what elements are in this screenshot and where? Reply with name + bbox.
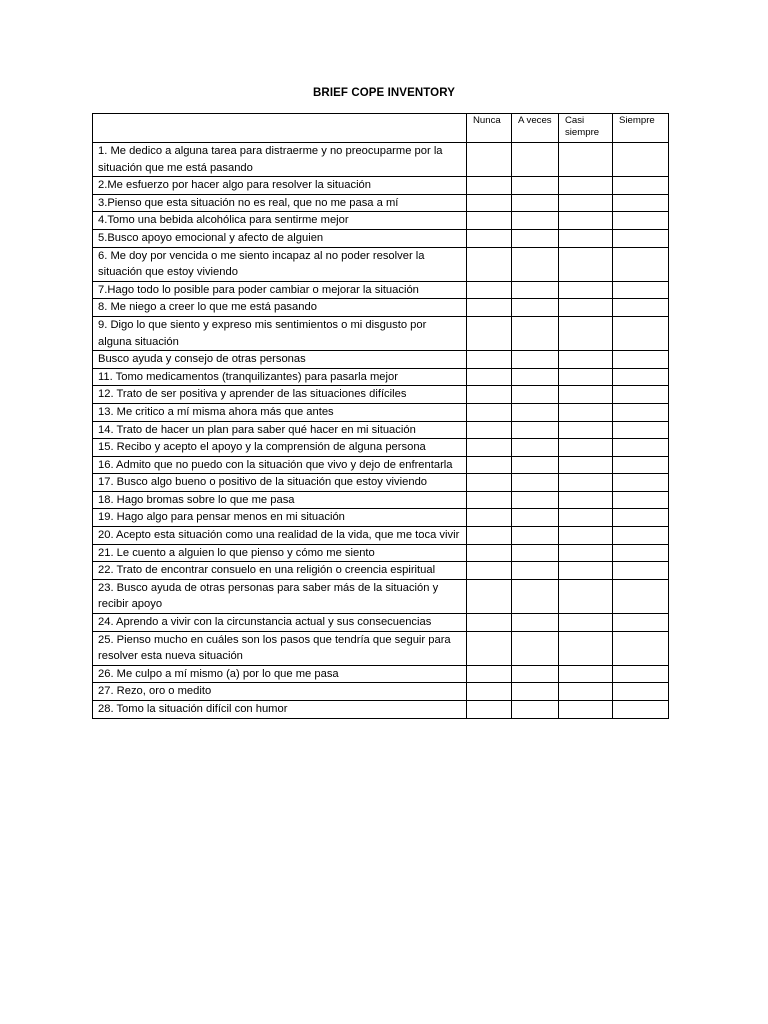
answer-cell-nunca[interactable]	[467, 509, 512, 527]
answer-cell-a-veces[interactable]	[512, 421, 559, 439]
answer-cell-casi-siempre[interactable]	[559, 544, 613, 562]
item-text: 16. Admito que no puedo con la situación que vivo y dejo de enfrentarla	[93, 456, 467, 474]
table-row	[93, 194, 669, 212]
answer-cell-casi-siempre[interactable]	[559, 247, 613, 281]
item-text: 24. Aprendo a vivir con la circunstancia actual y sus consecuencias	[93, 614, 467, 632]
page-title: BRIEF COPE INVENTORY	[313, 87, 455, 99]
answer-cell-siempre[interactable]	[613, 212, 669, 230]
table-row	[93, 316, 669, 350]
column-header-a-veces: A veces	[512, 114, 559, 143]
answer-cell-siempre[interactable]	[613, 194, 669, 212]
table-row	[93, 665, 669, 683]
table-row	[93, 439, 669, 457]
answer-cell-casi-siempre[interactable]	[559, 665, 613, 683]
answer-cell-siempre[interactable]	[613, 509, 669, 527]
table-row	[93, 614, 669, 632]
answer-cell-siempre[interactable]	[613, 247, 669, 281]
answer-cell-nunca[interactable]	[467, 439, 512, 457]
answer-cell-casi-siempre[interactable]	[559, 403, 613, 421]
answer-cell-siempre[interactable]	[613, 631, 669, 665]
answer-cell-casi-siempre[interactable]	[559, 631, 613, 665]
answer-cell-a-veces[interactable]	[512, 316, 559, 350]
item-text: 15. Recibo y acepto el apoyo y la comprensión de alguna persona	[93, 439, 467, 457]
item-text: 8. Me niego a creer lo que me está pasando	[93, 299, 467, 317]
table-row	[93, 509, 669, 527]
answer-cell-a-veces[interactable]	[512, 683, 559, 701]
item-text: 17. Busco algo bueno o positivo de la situación que estoy viviendo	[93, 474, 467, 492]
answer-cell-nunca[interactable]	[467, 562, 512, 580]
item-text: 5.Busco apoyo emocional y afecto de alguien	[93, 229, 467, 247]
answer-cell-casi-siempre[interactable]	[559, 683, 613, 701]
table-row	[93, 143, 669, 177]
column-header-casi-siempre: Casi siempre	[559, 114, 613, 143]
table-row	[93, 631, 669, 665]
answer-cell-a-veces[interactable]	[512, 474, 559, 492]
column-header-nunca: Nunca	[467, 114, 512, 143]
answer-cell-nunca[interactable]	[467, 579, 512, 613]
answer-cell-siempre[interactable]	[613, 316, 669, 350]
answer-cell-a-veces[interactable]	[512, 456, 559, 474]
table-row	[93, 544, 669, 562]
answer-cell-nunca[interactable]	[467, 701, 512, 719]
answer-cell-casi-siempre[interactable]	[559, 281, 613, 299]
item-text: 14. Trato de hacer un plan para saber qué hacer en mi situación	[93, 421, 467, 439]
table-row	[93, 281, 669, 299]
table-header-row	[93, 114, 669, 143]
answer-cell-a-veces[interactable]	[512, 299, 559, 317]
answer-cell-casi-siempre[interactable]	[559, 439, 613, 457]
table-row	[93, 386, 669, 404]
item-text: 19. Hago algo para pensar menos en mi situación	[93, 509, 467, 527]
table-row	[93, 351, 669, 369]
answer-cell-siempre[interactable]	[613, 368, 669, 386]
item-text: 13. Me critico a mí misma ahora más que antes	[93, 403, 467, 421]
answer-cell-a-veces[interactable]	[512, 247, 559, 281]
table-row	[93, 247, 669, 281]
table-row	[93, 491, 669, 509]
answer-cell-casi-siempre[interactable]	[559, 177, 613, 195]
answer-cell-siempre[interactable]	[613, 143, 669, 177]
item-text: 2.Me esfuerzo por hacer algo para resolver la situación	[93, 177, 467, 195]
answer-cell-nunca[interactable]	[467, 491, 512, 509]
answer-cell-siempre[interactable]	[613, 229, 669, 247]
answer-cell-casi-siempre[interactable]	[559, 701, 613, 719]
answer-cell-siempre[interactable]	[613, 579, 669, 613]
answer-cell-nunca[interactable]	[467, 299, 512, 317]
table-row	[93, 683, 669, 701]
answer-cell-nunca[interactable]	[467, 665, 512, 683]
answer-cell-a-veces[interactable]	[512, 562, 559, 580]
answer-cell-siempre[interactable]	[613, 456, 669, 474]
answer-cell-siempre[interactable]	[613, 562, 669, 580]
answer-cell-a-veces[interactable]	[512, 351, 559, 369]
table-row	[93, 229, 669, 247]
answer-cell-siempre[interactable]	[613, 527, 669, 545]
answer-cell-casi-siempre[interactable]	[559, 143, 613, 177]
answer-cell-casi-siempre[interactable]	[559, 299, 613, 317]
table-row	[93, 527, 669, 545]
answer-cell-nunca[interactable]	[467, 281, 512, 299]
table-row	[93, 403, 669, 421]
answer-cell-casi-siempre[interactable]	[559, 212, 613, 230]
table-row	[93, 421, 669, 439]
answer-cell-nunca[interactable]	[467, 614, 512, 632]
answer-cell-siempre[interactable]	[613, 177, 669, 195]
item-text: 22. Trato de encontrar consuelo en una religión o creencia espiritual	[93, 562, 467, 580]
item-text: 20. Acepto esta situación como una realidad de la vida, que me toca vivir	[93, 527, 467, 545]
column-header-siempre: Siempre	[613, 114, 669, 143]
answer-cell-nunca[interactable]	[467, 177, 512, 195]
answer-cell-nunca[interactable]	[467, 229, 512, 247]
answer-cell-a-veces[interactable]	[512, 579, 559, 613]
answer-cell-a-veces[interactable]	[512, 665, 559, 683]
answer-cell-casi-siempre[interactable]	[559, 194, 613, 212]
answer-cell-casi-siempre[interactable]	[559, 562, 613, 580]
answer-cell-a-veces[interactable]	[512, 614, 559, 632]
answer-cell-a-veces[interactable]	[512, 194, 559, 212]
table-row	[93, 474, 669, 492]
answer-cell-nunca[interactable]	[467, 544, 512, 562]
answer-cell-siempre[interactable]	[613, 491, 669, 509]
item-text: 28. Tomo la situación difícil con humor	[93, 701, 467, 719]
answer-cell-a-veces[interactable]	[512, 212, 559, 230]
answer-cell-siempre[interactable]	[613, 683, 669, 701]
answer-cell-a-veces[interactable]	[512, 527, 559, 545]
answer-cell-casi-siempre[interactable]	[559, 491, 613, 509]
header-blank-cell	[93, 114, 467, 143]
answer-cell-nunca[interactable]	[467, 631, 512, 665]
answer-cell-siempre[interactable]	[613, 421, 669, 439]
item-text: 4.Tomo una bebida alcohólica para sentirme mejor	[93, 212, 467, 230]
answer-cell-siempre[interactable]	[613, 544, 669, 562]
answer-cell-nunca[interactable]	[467, 683, 512, 701]
answer-cell-siempre[interactable]	[613, 351, 669, 369]
answer-cell-casi-siempre[interactable]	[559, 351, 613, 369]
item-text: 27. Rezo, oro o medito	[93, 683, 467, 701]
item-text: 25. Pienso mucho en cuáles son los pasos que tendría que seguir para resolver esta nueva situación	[93, 631, 467, 665]
answer-cell-siempre[interactable]	[613, 701, 669, 719]
answer-cell-siempre[interactable]	[613, 386, 669, 404]
table-row	[93, 299, 669, 317]
answer-cell-casi-siempre[interactable]	[559, 579, 613, 613]
answer-cell-casi-siempre[interactable]	[559, 474, 613, 492]
answer-cell-nunca[interactable]	[467, 316, 512, 350]
answer-cell-a-veces[interactable]	[512, 631, 559, 665]
item-text: 11. Tomo medicamentos (tranquilizantes) para pasarla mejor	[93, 368, 467, 386]
answer-cell-casi-siempre[interactable]	[559, 386, 613, 404]
answer-cell-nunca[interactable]	[467, 143, 512, 177]
item-text: 26. Me culpo a mí mismo (a) por lo que me pasa	[93, 665, 467, 683]
table-row	[93, 579, 669, 613]
answer-cell-siempre[interactable]	[613, 299, 669, 317]
item-text: 1. Me dedico a alguna tarea para distraerme y no preocuparme por la situación que me está pasando	[93, 143, 467, 177]
answer-cell-siempre[interactable]	[613, 439, 669, 457]
answer-cell-siempre[interactable]	[613, 403, 669, 421]
answer-cell-nunca[interactable]	[467, 456, 512, 474]
item-text: 12. Trato de ser positiva y aprender de las situaciones difíciles	[93, 386, 467, 404]
answer-cell-siempre[interactable]	[613, 474, 669, 492]
item-text: 6. Me doy por vencida o me siento incapaz al no poder resolver la situación que estoy viviendo	[93, 247, 467, 281]
answer-cell-nunca[interactable]	[467, 212, 512, 230]
answer-cell-siempre[interactable]	[613, 614, 669, 632]
answer-cell-nunca[interactable]	[467, 386, 512, 404]
answer-cell-casi-siempre[interactable]	[559, 368, 613, 386]
answer-cell-casi-siempre[interactable]	[559, 614, 613, 632]
item-text: 23. Busco ayuda de otras personas para saber más de la situación y recibir apoyo	[93, 579, 467, 613]
answer-cell-a-veces[interactable]	[512, 509, 559, 527]
table-row	[93, 562, 669, 580]
answer-cell-casi-siempre[interactable]	[559, 456, 613, 474]
answer-cell-casi-siempre[interactable]	[559, 229, 613, 247]
answer-cell-a-veces[interactable]	[512, 143, 559, 177]
answer-cell-nunca[interactable]	[467, 351, 512, 369]
answer-cell-a-veces[interactable]	[512, 229, 559, 247]
answer-cell-a-veces[interactable]	[512, 491, 559, 509]
table-row	[93, 368, 669, 386]
answer-cell-a-veces[interactable]	[512, 439, 559, 457]
answer-cell-nunca[interactable]	[467, 247, 512, 281]
answer-cell-a-veces[interactable]	[512, 544, 559, 562]
table-row	[93, 177, 669, 195]
item-text: 9. Digo lo que siento y expreso mis sentimientos o mi disgusto por alguna situación	[93, 316, 467, 350]
answer-cell-a-veces[interactable]	[512, 281, 559, 299]
item-text: 3.Pienso que esta situación no es real, que no me pasa a mí	[93, 194, 467, 212]
item-text: 7.Hago todo lo posible para poder cambiar o mejorar la situación	[93, 281, 467, 299]
answer-cell-nunca[interactable]	[467, 403, 512, 421]
answer-cell-casi-siempre[interactable]	[559, 316, 613, 350]
answer-cell-a-veces[interactable]	[512, 386, 559, 404]
answer-cell-a-veces[interactable]	[512, 368, 559, 386]
item-text: 21. Le cuento a alguien lo que pienso y cómo me siento	[93, 544, 467, 562]
table-row	[93, 212, 669, 230]
answer-cell-nunca[interactable]	[467, 421, 512, 439]
answer-cell-casi-siempre[interactable]	[559, 509, 613, 527]
answer-cell-casi-siempre[interactable]	[559, 421, 613, 439]
answer-cell-nunca[interactable]	[467, 527, 512, 545]
answer-cell-nunca[interactable]	[467, 474, 512, 492]
answer-cell-nunca[interactable]	[467, 194, 512, 212]
answer-cell-casi-siempre[interactable]	[559, 527, 613, 545]
answer-cell-a-veces[interactable]	[512, 403, 559, 421]
table-row	[93, 701, 669, 719]
item-text: Busco ayuda y consejo de otras personas	[93, 351, 467, 369]
answer-cell-a-veces[interactable]	[512, 701, 559, 719]
answer-cell-siempre[interactable]	[613, 665, 669, 683]
cope-inventory-table	[92, 113, 669, 719]
answer-cell-nunca[interactable]	[467, 368, 512, 386]
table-row	[93, 456, 669, 474]
item-text: 18. Hago bromas sobre lo que me pasa	[93, 491, 467, 509]
answer-cell-a-veces[interactable]	[512, 177, 559, 195]
answer-cell-siempre[interactable]	[613, 281, 669, 299]
